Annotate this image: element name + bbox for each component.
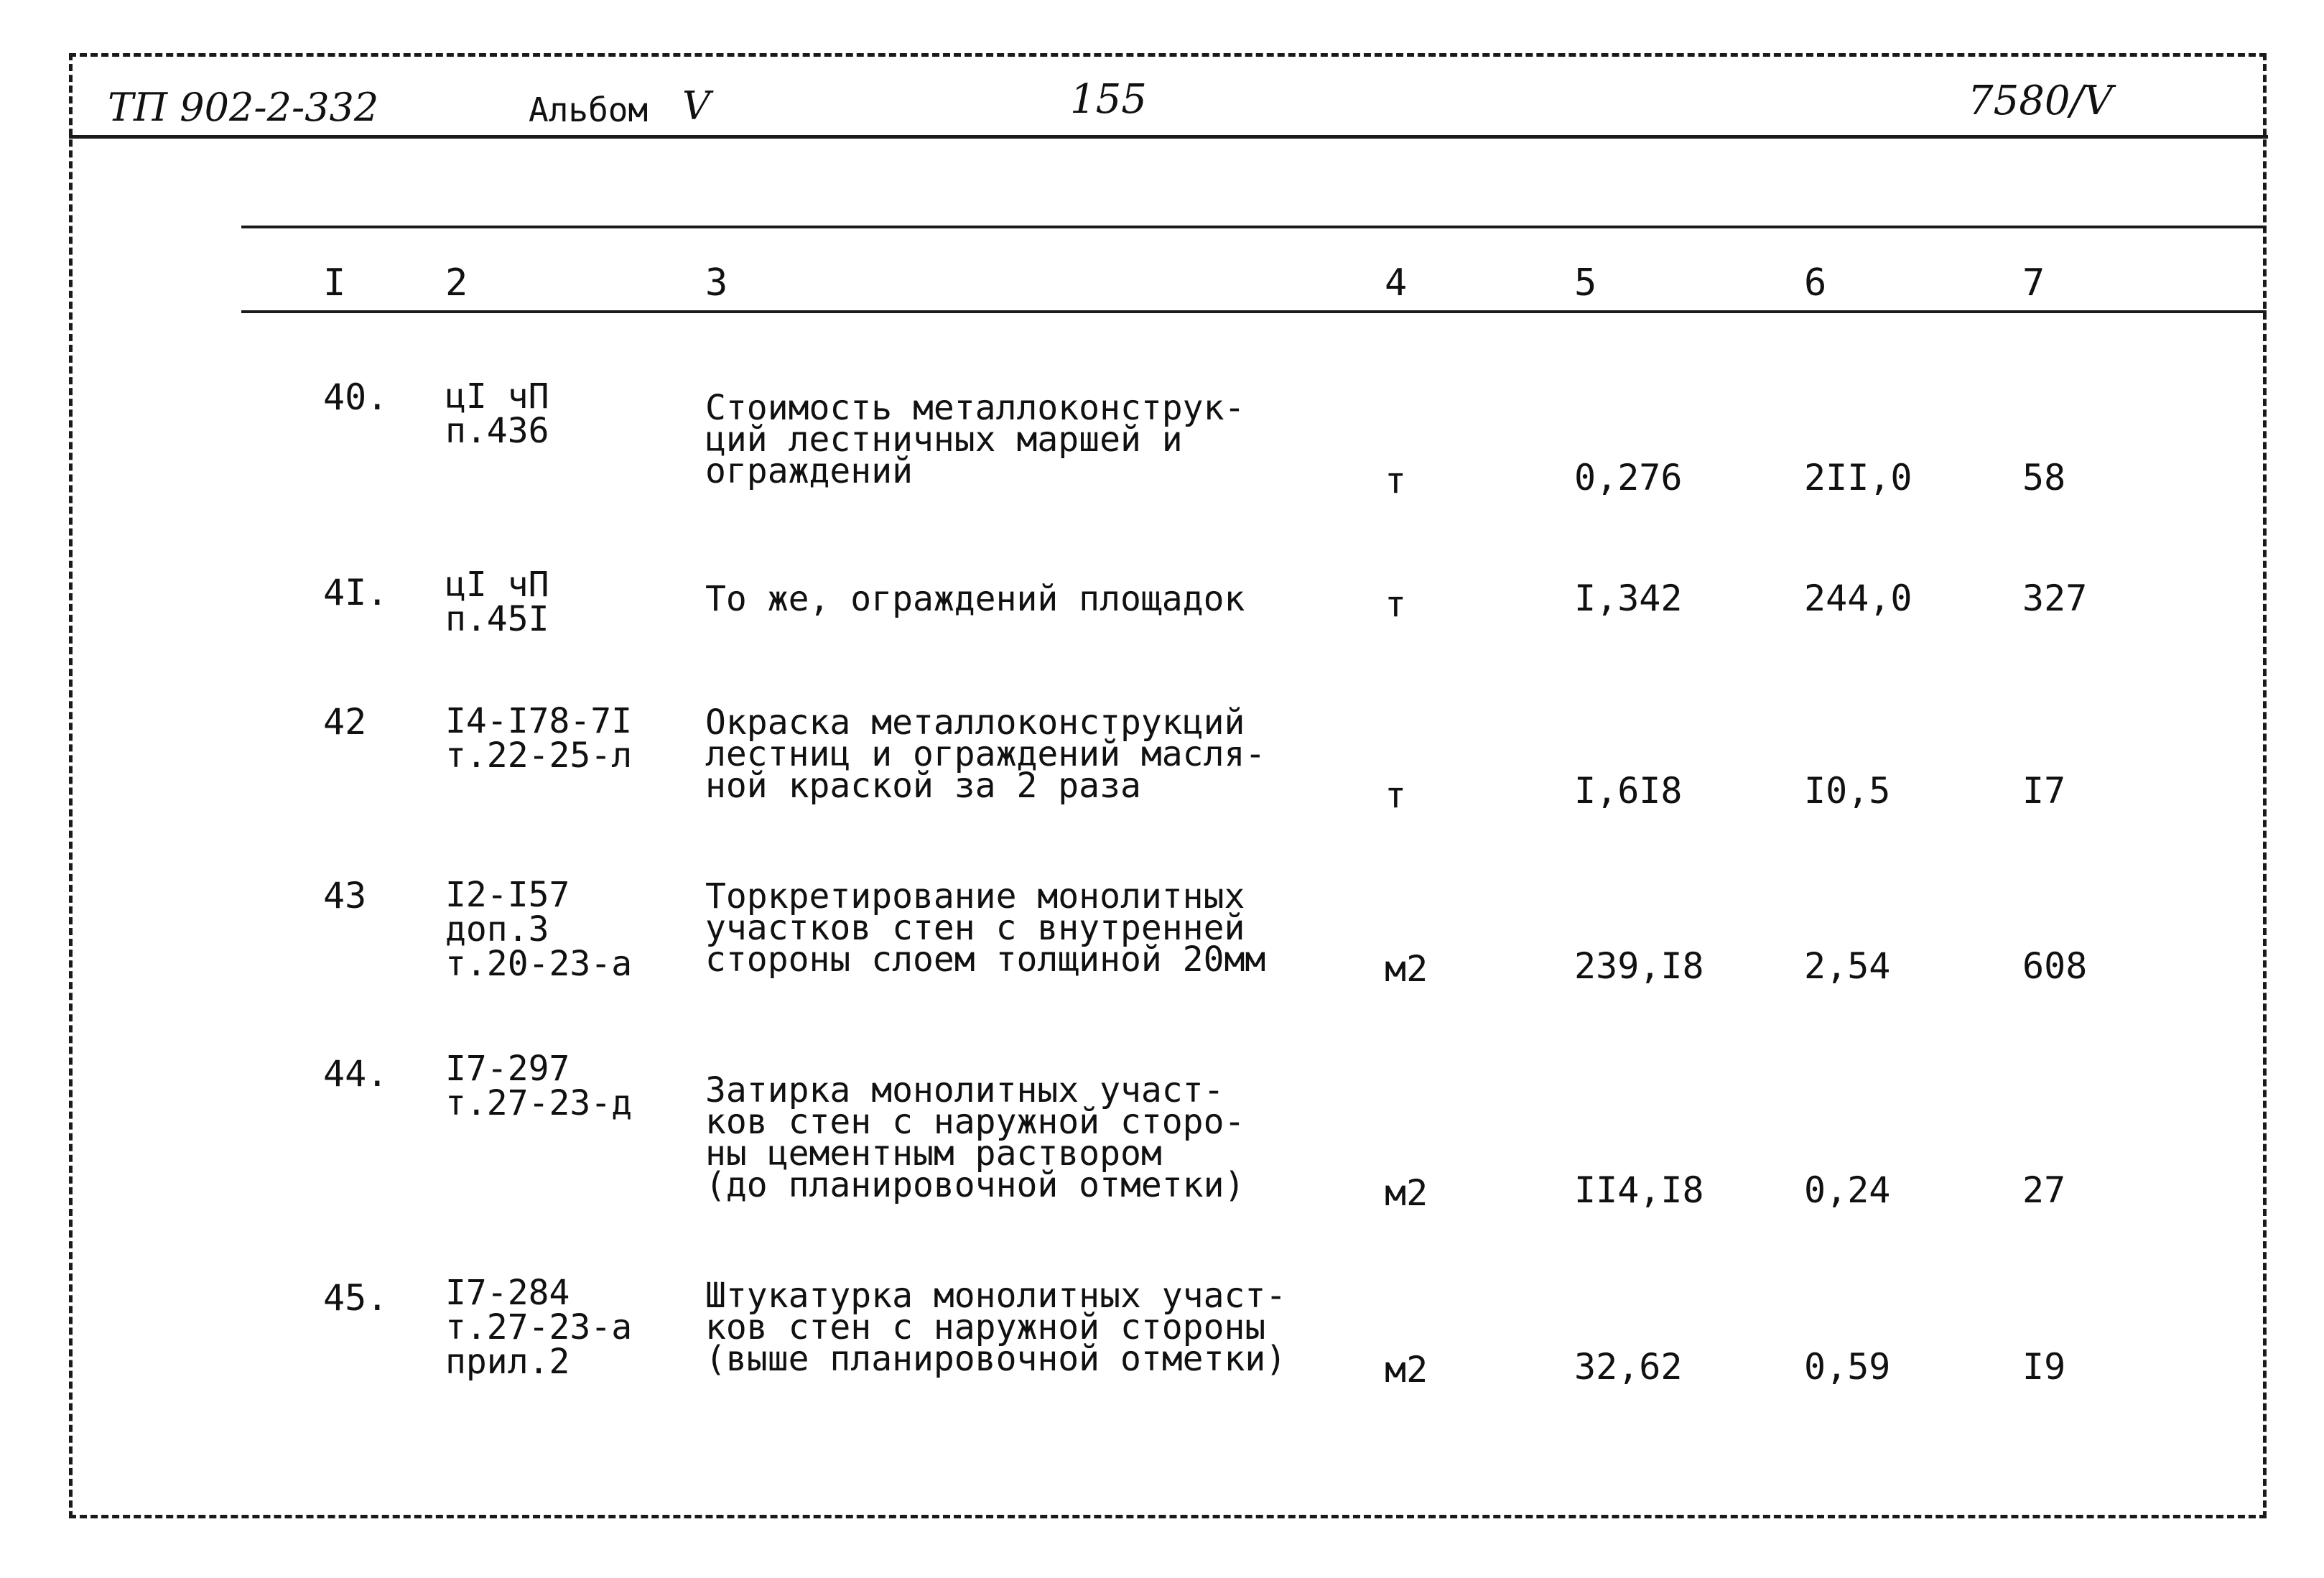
- quantity: 239,I8: [1574, 945, 1704, 987]
- total-cost: 608: [2022, 945, 2088, 987]
- total-cost: 58: [2022, 457, 2066, 498]
- column-header-1: I: [323, 261, 346, 305]
- table-header-rule: [241, 310, 2267, 313]
- norm-reference: цI чП п.436: [445, 376, 549, 451]
- unit-price: I0,5: [1804, 770, 1891, 812]
- quantity: I,342: [1574, 577, 1683, 619]
- work-description: Окраска металлоконструкций лестниц и ограждений масля- ной краской за 2 раза: [705, 702, 1266, 806]
- row-number: 42: [323, 701, 367, 743]
- unit: т: [1385, 460, 1407, 501]
- norm-reference: I4-I78-7I т.22-25-л: [445, 701, 633, 776]
- unit: м2: [1385, 1349, 1428, 1391]
- quantity: 32,62: [1574, 1346, 1683, 1388]
- unit-price: 2II,0: [1804, 457, 1912, 498]
- norm-reference: цI чП п.45I: [445, 565, 549, 639]
- unit: м2: [1385, 948, 1428, 990]
- unit-price: 244,0: [1804, 577, 1912, 619]
- column-header-4: 4: [1385, 261, 1408, 305]
- norm-reference: I7-297 т.27-23-д: [445, 1049, 633, 1123]
- quantity: II4,I8: [1574, 1169, 1704, 1211]
- work-description: Затирка монолитных участ- ков стен с наружной сторо- ны цементным раствором (до планировочной отметки): [705, 1070, 1245, 1205]
- column-header-7: 7: [2022, 261, 2045, 305]
- total-cost: I9: [2022, 1346, 2066, 1388]
- unit: т: [1385, 583, 1407, 625]
- quantity: I,6I8: [1574, 770, 1683, 812]
- album-number: V: [682, 83, 710, 129]
- unit-price: 2,54: [1804, 945, 1891, 987]
- row-number: 44.: [323, 1053, 389, 1095]
- row-number: 4I.: [323, 572, 389, 613]
- unit: м2: [1385, 1172, 1428, 1214]
- unit-price: 0,59: [1804, 1346, 1891, 1388]
- total-cost: I7: [2022, 770, 2066, 812]
- column-header-5: 5: [1574, 261, 1597, 305]
- work-description: Торкретирование монолитных участков стен с внутренней стороны слоем толщиной 20мм: [705, 876, 1266, 980]
- header-divider: [69, 135, 2268, 139]
- row-number: 45.: [323, 1277, 389, 1319]
- album-label: Альбом: [529, 90, 649, 129]
- page-number: 155: [1070, 76, 1147, 123]
- row-number: 40.: [323, 376, 389, 418]
- work-description: Стоимость металлоконструк- ций лестничных маршей и ограждений: [705, 388, 1245, 491]
- work-description: Штукатурка монолитных участ- ков стен с наружной стороны (выше планировочной отметки): [705, 1276, 1287, 1379]
- column-header-2: 2: [445, 261, 468, 305]
- quantity: 0,276: [1574, 457, 1683, 498]
- column-header-3: 3: [705, 261, 728, 305]
- unit-price: 0,24: [1804, 1169, 1891, 1211]
- norm-reference: I2-I57 доп.3 т.20-23-а: [445, 875, 633, 984]
- unit: т: [1385, 774, 1407, 816]
- table-top-rule: [241, 226, 2267, 228]
- document-code: ТП 902-2-332: [108, 85, 379, 130]
- norm-reference: I7-284 т.27-23-а прил.2: [445, 1273, 633, 1382]
- total-cost: 27: [2022, 1169, 2066, 1211]
- row-number: 43: [323, 875, 367, 916]
- column-header-6: 6: [1804, 261, 1827, 305]
- total-cost: 327: [2022, 577, 2088, 619]
- inventory-reference: 7580/V: [1968, 78, 2113, 124]
- work-description: То же, ограждений площадок: [705, 579, 1245, 619]
